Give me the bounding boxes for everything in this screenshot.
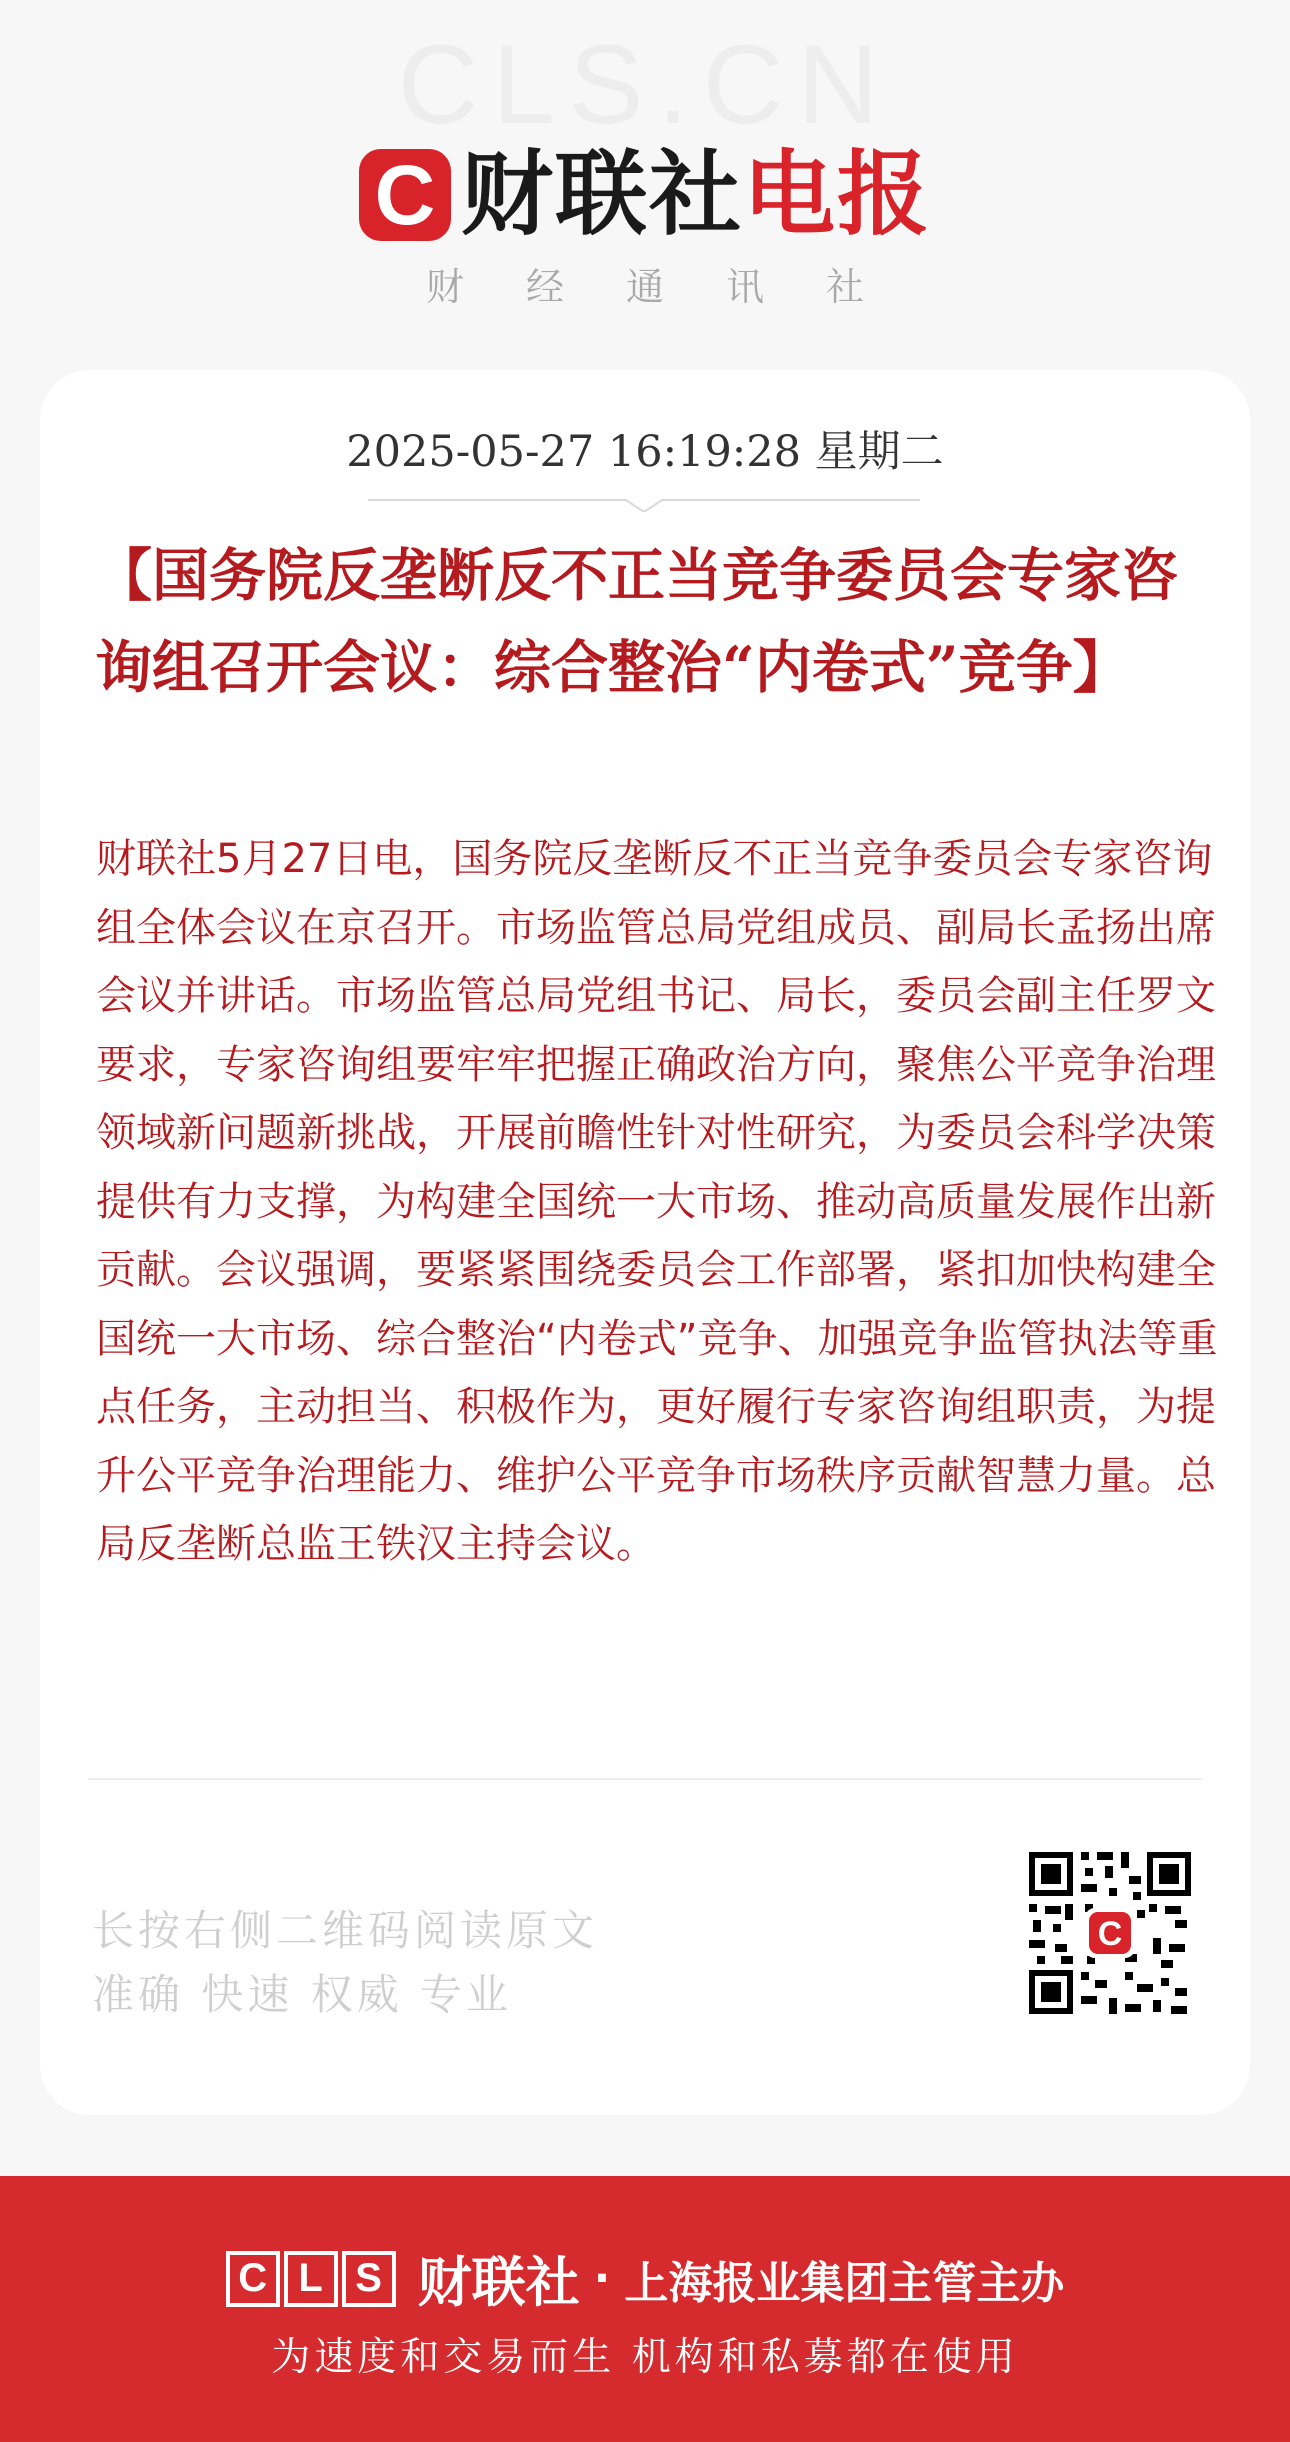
article-headline: 【国务院反垄断反不正当竞争委员会专家咨询组召开会议：综合整治“内卷式”竞争】 — [95, 542, 1178, 701]
section-divider — [88, 1778, 1202, 1780]
cls-letter: S — [342, 2251, 396, 2307]
qr-badge-letter: C — [1097, 1915, 1123, 1953]
cls-letter: C — [226, 2251, 280, 2307]
brand-logo — [0, 140, 1290, 250]
datetime-divider — [368, 488, 920, 512]
tagline: 财经通讯社 — [425, 265, 926, 309]
qr-code-icon[interactable] — [1025, 1848, 1195, 2018]
watermark: CLS.CN — [397, 22, 893, 147]
cls-letter: L — [284, 2251, 338, 2307]
logo-telegraph: 电报 — [743, 141, 932, 248]
article-body: 财联社5月27日电，国务院反垄断反不正当竞争委员会专家咨询组全体会议在京召开。市场监管总局党组成员、副局长孟扬出席会议并讲话。市场监管总局党组书记、局长，委员会副主任罗文要求，专家咨询组要牢牢把握正确政治方向，聚焦公平竞争治理领域新问题新挑战，开展前瞻性针对性研究，为委员会科学决策提供有力支撑，为构建全国统一大市场、推动高质量发展作出新贡献。会议强调，要紧紧围绕委员会工作部署，紧扣加快构建全国统一大市场、综合整治“内卷式”竞争、加强竞争监管执法等重点任务，主动担当、积极作为，更好履行专家咨询组职责，为提升公平竞争治理能力、维护公平竞争市场秩序贡献智慧力量。总局反垄断总监王铁汉主持会议。 — [96, 836, 1218, 1567]
slogan-hint: 准确 快速 权威 专业 — [92, 1970, 513, 2019]
footer-slogan: 为速度和交易而生 机构和私募都在使用 — [271, 2335, 1019, 2380]
footer-banner — [0, 2176, 1290, 2442]
footer-brand-name: 财联社 — [417, 2251, 580, 2314]
footer-separator: · — [593, 2253, 611, 2304]
logo-name: 财联社 — [460, 141, 743, 248]
publish-datetime: 2025-05-27 16:19:28 星期二 — [346, 427, 944, 477]
qr-hint: 长按右侧二维码阅读原文 — [92, 1906, 599, 1955]
logo-c-icon: C — [359, 149, 451, 241]
footer-brand-line — [0, 2240, 1290, 2317]
footer-org: 上海报业集团主管主办 — [624, 2257, 1065, 2309]
article-card — [40, 370, 1250, 2115]
